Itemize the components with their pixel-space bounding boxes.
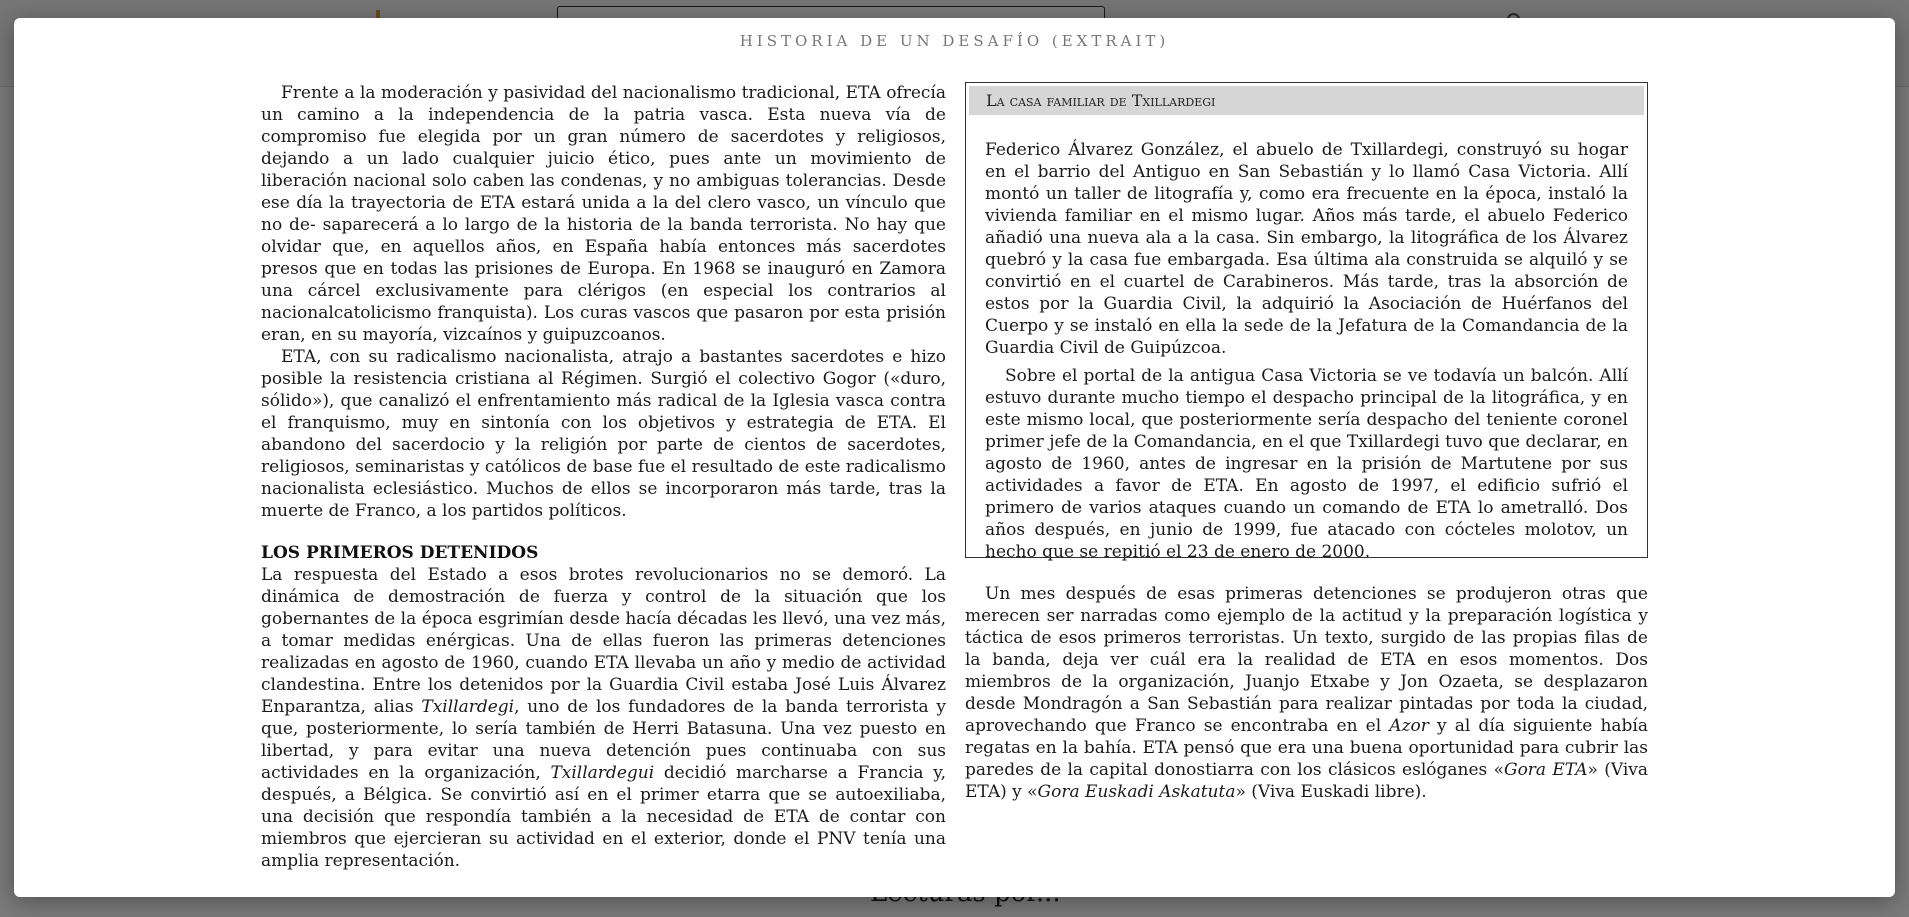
section-heading: LOS PRIMEROS DETENIDOS: [261, 543, 539, 563]
italic-slogan: Gora ETA: [1503, 760, 1588, 780]
paragraph: [261, 564, 946, 872]
text-run: Un mes después de esas primeras detenciones se produjeron otras que merecen ser narradas como ejemplo de la actitud y la preparación logística y táctica de esos primeros terroristas. Un texto, surgido de las propias filas de la banda, deja ver cuál era la realidad de ETA en esos momentos. Dos miembros de la organización, Juanjo Etxabe y Jon Ozaeta, se desplazaron desde Mondragón a San Sebastián para realizar pintadas por toda la ciudad, aprovechando que Franco se encontraba en el: [965, 584, 1648, 736]
sidebar-title: La casa familiar de Txillardegi: [969, 86, 1644, 115]
italic-name: Txillardegi: [421, 697, 515, 717]
right-column: [965, 583, 1648, 803]
text-run: y al día siguiente había regatas en la bahía. ETA pensó que era una buena oportunidad para cubrir las paredes de la capital donostiarra con los clásicos eslóganes «: [965, 716, 1648, 780]
paragraph: [965, 583, 1648, 803]
modal-title: HISTORIA DE UN DESAFÍO (EXTRAIT): [739, 32, 1170, 50]
italic-slogan: Gora Euskadi Askatuta: [1037, 782, 1236, 802]
paragraph: Federico Álvarez González, el abuelo de Txillardegi, construyó su hogar en el barrio del Antiguo en San Sebastián y lo llamó Casa Victoria. Allí montó un taller de litografía y, como era frecuente en la época, instaló la vivienda familiar en el mismo lugar. Años más tarde, el abuelo Federico añadió una nueva ala a la casa. Sin embargo, la litográfica de los Álvarez quebró y la casa fue embargada. Esa última ala construida se alquiló y se convirtió en el cuartel de Carabineros. Más tarde, tras la absorción de estos por la Guardia Civil, la adquirió la Asociación de Huérfanos del Cuerpo y se instaló en ella la sede de la Jefatura de la Comandancia de la Guardia Civil de Guipúzcoa.: [985, 140, 1628, 358]
text-run: » (Viva ETA) y «: [965, 760, 1648, 802]
text-run: » (Viva Euskadi libre).: [1235, 782, 1427, 802]
sidebar-box: [965, 82, 1648, 562]
left-column: [261, 82, 946, 872]
paragraph: Frente a la moderación y pasividad del nacionalismo tradicional, ETA ofrecía un camino a la independencia de la patria vasca. Esta nueva vía de compromiso fue elegida por un gran número de sacerdotes y religiosos, dejando a un lado cualquier juicio ético, pues ante un movimiento de liberación nacional solo caben las condenas, y no ambiguas tolerancias. Desde ese día la trayectoria de ETA estará unida a la del clero vasco, un vínculo que no de- saparecerá a lo largo de la historia de la banda terrorista. No hay que olvidar que, en aquellos años, en España había entonces más sacerdotes presos que en todas las prisiones de Europa. En 1968 se inauguró en Zamora una cárcel exclusivamente para clérigos (en especial los contrarios al nacionalcatolicismo franquista). Los curas vascos que pasaron por esta prisión eran, en su mayoría, vizcaínos y guipuzcoanos.: [261, 83, 946, 345]
text-run: La respuesta del Estado a esos brotes revolucionarios no se demoró. La dinámica de demostración de fuerza y control de la situación que los gobernantes de la época esgrimían desde hacía décadas les llevó, una vez más, a tomar medidas enérgicas. Una de ellas fueron las primeras detenciones realizadas en agosto de 1960, cuando ETA llevaba un año y medio de actividad clandestina. Entre los detenidos por la Guardia Civil estaba José Luis Álvarez Enparantza, alias: [261, 565, 946, 717]
paragraph: Sobre el portal de la antigua Casa Victoria se ve todavía un balcón. Allí estuvo durante mucho tiempo el despacho principal de la litográfica, y en este mismo local, que posteriormente sería despacho del teniente coronel primer jefe de la Comandancia, en el que Txillardegi tuvo que declarar, en agosto de 1960, antes de ingresar en la prisión de Martutene por sus actividades a favor de ETA. En agosto de 1997, el edificio sufrió el primero de varios ataques cuando un comando de ETA lo ametralló. Dos años después, en junio de 1999, fue atacado con cócteles molotov, un hecho que se repitió el 23 de enero de 2000.: [985, 366, 1628, 562]
paragraph: ETA, con su radicalismo nacionalista, atrajo a bastantes sacerdotes e hizo posible la resistencia cristiana al Régimen. Surgió el colectivo Gogor («duro, sólido»), que canalizó el enfrentamiento más radical de la Iglesia vasca contra el franquismo, muy en sintonía con los objetivos y estrategia de ETA. El abandono del sacerdocio y la religión por parte de cientos de sacerdotes, religiosos, seminaristas y católicos de base fue el resultado de este radicalismo nacionalista eclesiástico. Muchos de ellos se incorporaron más tarde, tras la muerte de Franco, a los partidos políticos.: [261, 347, 946, 521]
italic-name: Txillardegui: [550, 763, 655, 783]
text-run: , uno de los fundadores de la banda terrorista y que, posteriormente, lo sería también de Herri Batasuna. Una vez puesto en libertad, y para evitar una nueva detención pues continuaba con sus actividades en la organización,: [261, 697, 947, 783]
text-run: decidió marcharse a Francia y, después, a Bélgica. Se convirtió así en el primer etarra que se autoexiliaba, una decisión que respondía también a la necesidad de ETA de contar con miembros que ejercieran su actividad en el exterior, donde el PNV tenía una amplia representación.: [261, 763, 946, 871]
italic-name: Azor: [1389, 716, 1429, 736]
excerpt-modal: [14, 18, 1895, 897]
sidebar-body: [985, 139, 1628, 563]
